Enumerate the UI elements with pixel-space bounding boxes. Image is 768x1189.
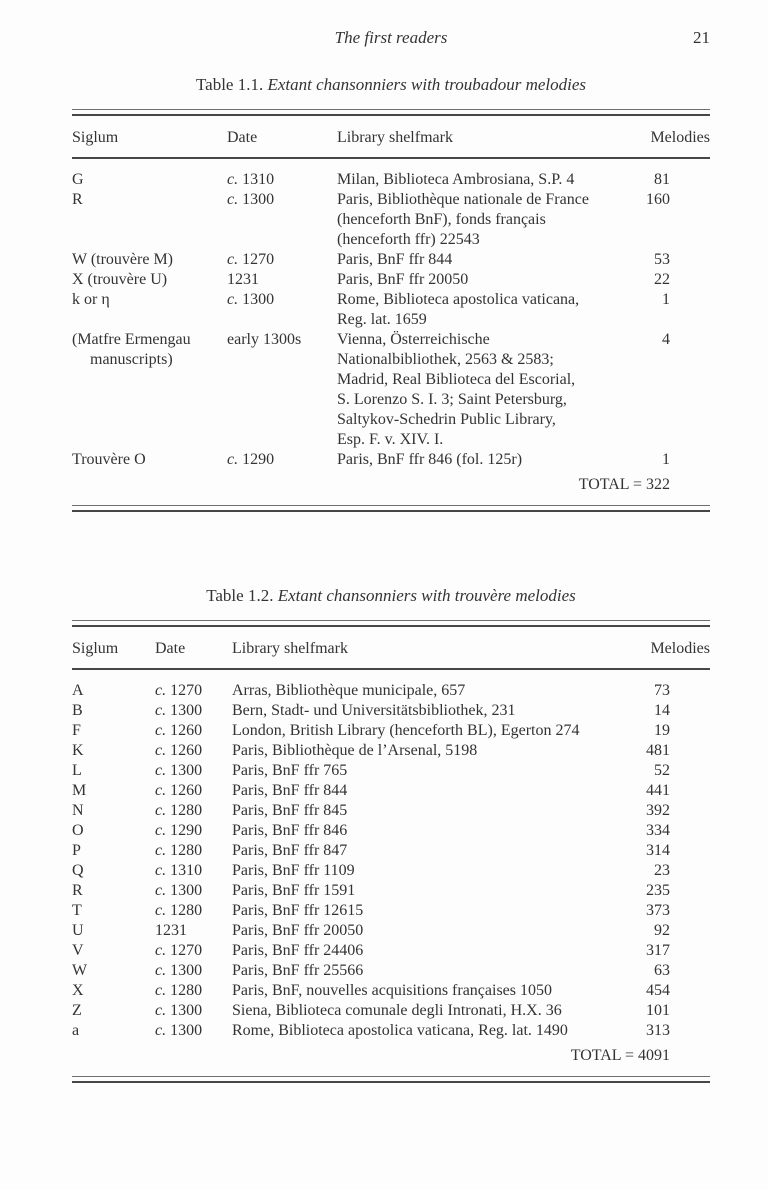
shelfmark-cell — [232, 821, 630, 841]
siglum-cell — [72, 1001, 155, 1021]
troubadour-melodies-table — [72, 116, 710, 470]
table-row — [72, 250, 710, 270]
shelfmark-line: Paris, BnF ffr 20050 — [232, 922, 364, 939]
table-row — [72, 761, 710, 781]
melodies-cell: 441 — [646, 782, 670, 799]
shelfmark-cell — [337, 158, 630, 190]
shelfmark-cell — [232, 901, 630, 921]
shelfmark-line: Paris, BnF ffr 846 — [232, 822, 348, 839]
melodies-cell: 1 — [662, 291, 670, 308]
melodies-cell: 317 — [646, 942, 670, 959]
shelfmark-line: (henceforth BnF), fonds français — [337, 211, 546, 228]
table-bottom-rule — [72, 1076, 710, 1083]
shelfmark-line: Esp. F. v. XIV. I. — [337, 431, 444, 448]
circa-abbreviation: c. — [155, 762, 167, 779]
shelfmark-line: Paris, BnF ffr 844 — [232, 782, 348, 799]
melodies-cell: 23 — [654, 862, 670, 879]
melodies-cell: 4 — [662, 331, 670, 348]
date-cell: c. 1300 — [227, 191, 275, 208]
siglum-cell — [72, 941, 155, 961]
page-number: 21 — [693, 28, 710, 47]
siglum-cell — [72, 841, 155, 861]
siglum-line: B — [72, 702, 83, 719]
shelfmark-line: Bern, Stadt- und Universitätsbibliothek, 231 — [232, 702, 516, 719]
siglum-cell — [72, 741, 155, 761]
melodies-cell: 454 — [646, 982, 670, 999]
column-header-date: Date — [227, 116, 337, 158]
table-row — [72, 841, 710, 861]
siglum-cell — [72, 701, 155, 721]
table-row — [72, 701, 710, 721]
date-cell: c. 1300 — [155, 962, 203, 979]
shelfmark-line: Paris, BnF ffr 20050 — [337, 271, 469, 288]
column-header-date: Date — [155, 627, 232, 669]
shelfmark-line: Paris, BnF ffr 12615 — [232, 902, 364, 919]
column-header-library-shelfmark: Library shelfmark — [337, 116, 630, 158]
circa-abbreviation: c. — [155, 842, 167, 859]
siglum-cell — [72, 761, 155, 781]
table-row — [72, 941, 710, 961]
siglum-cell — [72, 290, 227, 330]
siglum-line: U — [72, 922, 84, 939]
shelfmark-cell — [337, 330, 630, 450]
date-cell: c. 1260 — [155, 782, 203, 799]
siglum-cell — [72, 669, 155, 701]
table-row — [72, 781, 710, 801]
siglum-cell — [72, 158, 227, 190]
siglum-line: Trouvère O — [72, 451, 146, 468]
circa-abbreviation: c. — [155, 722, 167, 739]
melodies-cell: 19 — [654, 722, 670, 739]
trouvere-melodies-table — [72, 627, 710, 1041]
shelfmark-line: Paris, Bibliothèque de l’Arsenal, 5198 — [232, 742, 478, 759]
shelfmark-cell — [337, 290, 630, 330]
siglum-line: A — [72, 682, 84, 699]
shelfmark-cell — [337, 270, 630, 290]
siglum-line: Z — [72, 1002, 82, 1019]
siglum-line: a — [72, 1022, 80, 1039]
table-row — [72, 901, 710, 921]
shelfmark-line: Paris, BnF ffr 25566 — [232, 962, 364, 979]
siglum-cell — [72, 721, 155, 741]
shelfmark-line: Paris, BnF, nouvelles acquisitions françaises 1050 — [232, 982, 553, 999]
shelfmark-line: Rome, Biblioteca apostolica vaticana, — [337, 291, 580, 308]
circa-abbreviation: c. — [155, 882, 167, 899]
table-row — [72, 921, 710, 941]
melodies-cell: 73 — [654, 682, 670, 699]
circa-abbreviation: c. — [155, 742, 167, 759]
table-caption-label: Table 1.1. — [195, 75, 264, 94]
table-1-1-block — [72, 73, 710, 512]
table-row — [72, 881, 710, 901]
table-row — [72, 721, 710, 741]
melodies-cell: 314 — [646, 842, 670, 859]
table-row — [72, 290, 710, 330]
date-cell: c. 1280 — [155, 902, 203, 919]
column-header-siglum: Siglum — [72, 627, 155, 669]
melodies-cell: 313 — [646, 1022, 670, 1039]
date-cell: c. 1260 — [155, 722, 203, 739]
date-cell: c. 1270 — [155, 942, 203, 959]
shelfmark-line: Milan, Biblioteca Ambrosiana, S.P. 4 — [337, 171, 575, 188]
circa-abbreviation: c. — [227, 191, 239, 208]
shelfmark-line: (henceforth ffr) 22543 — [337, 231, 480, 248]
melodies-cell: 235 — [646, 882, 670, 899]
shelfmark-line: Paris, BnF ffr 24406 — [232, 942, 364, 959]
siglum-cell — [72, 250, 227, 270]
siglum-line: T — [72, 902, 82, 919]
table-row — [72, 1001, 710, 1021]
date-cell: c. 1300 — [155, 702, 203, 719]
column-header-library-shelfmark: Library shelfmark — [232, 627, 630, 669]
date-cell: c. 1300 — [227, 291, 275, 308]
siglum-line: O — [72, 822, 84, 839]
table-row — [72, 861, 710, 881]
circa-abbreviation: c. — [155, 702, 167, 719]
siglum-cell — [72, 961, 155, 981]
table-1-2-block — [72, 584, 710, 1083]
table-caption-title: Extant chansonniers with troubadour melodies — [267, 75, 587, 94]
circa-abbreviation: c. — [155, 802, 167, 819]
shelfmark-cell — [232, 861, 630, 881]
date-cell: c. 1290 — [155, 822, 203, 839]
table-row — [72, 190, 710, 250]
running-head — [72, 27, 710, 51]
siglum-line: manuscripts) — [90, 351, 173, 368]
circa-abbreviation: c. — [155, 1022, 167, 1039]
siglum-line: V — [72, 942, 84, 959]
date-cell: c. 1260 — [155, 742, 203, 759]
siglum-cell — [72, 881, 155, 901]
shelfmark-cell — [232, 961, 630, 981]
siglum-cell — [72, 1021, 155, 1041]
circa-abbreviation: c. — [155, 982, 167, 999]
circa-abbreviation: c. — [155, 782, 167, 799]
shelfmark-cell — [337, 190, 630, 250]
date-cell: c. 1300 — [155, 1002, 203, 1019]
shelfmark-cell — [337, 250, 630, 270]
melodies-cell: 63 — [654, 962, 670, 979]
date-cell: c. 1290 — [227, 451, 275, 468]
circa-abbreviation: c. — [227, 291, 239, 308]
melodies-cell: 392 — [646, 802, 670, 819]
table-caption-label: Table 1.2. — [206, 586, 274, 605]
melodies-cell: 334 — [646, 822, 670, 839]
melodies-cell: 1 — [662, 451, 670, 468]
siglum-cell — [72, 270, 227, 290]
table-row — [72, 669, 710, 701]
circa-abbreviation: c. — [227, 451, 239, 468]
column-header-melodies: Melodies — [630, 627, 710, 669]
date-cell: c. 1280 — [155, 802, 203, 819]
shelfmark-cell — [232, 701, 630, 721]
table-1-2-caption — [72, 584, 710, 608]
siglum-line: P — [72, 842, 81, 859]
table-caption-title: Extant chansonniers with trouvère melodies — [277, 586, 576, 605]
circa-abbreviation: c. — [227, 251, 239, 268]
table-row — [72, 1021, 710, 1041]
siglum-line: G — [72, 171, 84, 188]
date-cell: c. 1310 — [227, 171, 275, 188]
shelfmark-cell — [232, 669, 630, 701]
date-cell: c. 1280 — [155, 982, 203, 999]
shelfmark-cell — [232, 741, 630, 761]
siglum-line: Q — [72, 862, 84, 879]
melodies-cell: 373 — [646, 902, 670, 919]
siglum-line: K — [72, 742, 84, 759]
circa-abbreviation: c. — [155, 682, 167, 699]
melodies-cell: 22 — [654, 271, 670, 288]
shelfmark-line: Reg. lat. 1659 — [337, 311, 427, 328]
table-row — [72, 801, 710, 821]
table-row — [72, 821, 710, 841]
table-row — [72, 330, 710, 450]
siglum-line: F — [72, 722, 81, 739]
shelfmark-line: Paris, BnF ffr 1109 — [232, 862, 355, 879]
siglum-line: R — [72, 191, 83, 208]
circa-abbreviation: c. — [155, 1002, 167, 1019]
circa-abbreviation: c. — [155, 942, 167, 959]
date-cell: c. 1300 — [155, 882, 203, 899]
table-1-1-caption — [72, 73, 710, 97]
table-bottom-rule — [72, 505, 710, 512]
shelfmark-line: Saltykov-Schedrin Public Library, — [337, 411, 556, 428]
shelfmark-line: Arras, Bibliothèque municipale, 657 — [232, 682, 466, 699]
date-cell: c. 1300 — [155, 1022, 203, 1039]
shelfmark-line: Paris, BnF ffr 846 (fol. 125r) — [337, 451, 523, 468]
date-cell: c. 1280 — [155, 842, 203, 859]
table-row — [72, 450, 710, 470]
siglum-line: (Matfre Ermengau — [72, 331, 191, 348]
date-cell: c. 1310 — [155, 862, 203, 879]
shelfmark-cell — [232, 981, 630, 1001]
shelfmark-line: Paris, BnF ffr 847 — [232, 842, 348, 859]
table-row — [72, 981, 710, 1001]
date-cell: 1231 — [155, 922, 187, 939]
melodies-cell: 52 — [654, 762, 670, 779]
table-row — [72, 270, 710, 290]
shelfmark-cell — [232, 881, 630, 901]
shelfmark-cell — [232, 921, 630, 941]
circa-abbreviation: c. — [155, 902, 167, 919]
table-row — [72, 961, 710, 981]
table-top-rule — [72, 109, 710, 116]
siglum-line: X — [72, 982, 84, 999]
melodies-cell: 481 — [646, 742, 670, 759]
shelfmark-line: Nationalbibliothek, 2563 & 2583; — [337, 351, 554, 368]
shelfmark-line: London, British Library (henceforth BL), Egerton 274 — [232, 722, 580, 739]
melodies-cell: 101 — [646, 1002, 670, 1019]
siglum-line: W (trouvère M) — [72, 251, 173, 268]
siglum-line: X (trouvère U) — [72, 271, 168, 288]
date-cell: 1231 — [227, 271, 259, 288]
shelfmark-cell — [232, 941, 630, 961]
siglum-cell — [72, 330, 227, 450]
running-head-title: The first readers — [334, 28, 448, 47]
circa-abbreviation: c. — [227, 171, 239, 188]
siglum-cell — [72, 901, 155, 921]
shelfmark-line: Paris, Bibliothèque nationale de France — [337, 191, 589, 208]
shelfmark-cell — [337, 450, 630, 470]
shelfmark-line: Vienna, Österreichische — [337, 331, 490, 348]
siglum-cell — [72, 801, 155, 821]
shelfmark-line: Paris, BnF ffr 1591 — [232, 882, 356, 899]
siglum-cell — [72, 861, 155, 881]
siglum-line: k or η — [72, 291, 110, 308]
siglum-cell — [72, 781, 155, 801]
siglum-cell — [72, 450, 227, 470]
circa-abbreviation: c. — [155, 962, 167, 979]
melodies-cell: 53 — [654, 251, 670, 268]
shelfmark-cell — [232, 781, 630, 801]
melodies-cell: 92 — [654, 922, 670, 939]
table-total: TOTAL = 322 — [578, 476, 670, 493]
table-top-rule — [72, 620, 710, 627]
shelfmark-cell — [232, 841, 630, 861]
table-row — [72, 158, 710, 190]
siglum-line: L — [72, 762, 82, 779]
shelfmark-cell — [232, 1021, 630, 1041]
shelfmark-line: S. Lorenzo S. I. 3; Saint Petersburg, — [337, 391, 567, 408]
shelfmark-line: Paris, BnF ffr 844 — [337, 251, 453, 268]
shelfmark-cell — [232, 761, 630, 781]
shelfmark-cell — [232, 1001, 630, 1021]
shelfmark-line: Madrid, Real Biblioteca del Escorial, — [337, 371, 576, 388]
column-header-melodies: Melodies — [630, 116, 710, 158]
shelfmark-line: Rome, Biblioteca apostolica vaticana, Reg. lat. 1490 — [232, 1022, 568, 1039]
siglum-cell — [72, 190, 227, 250]
siglum-line: W — [72, 962, 88, 979]
melodies-cell: 81 — [654, 171, 670, 188]
shelfmark-line: Siena, Biblioteca comunale degli Intronati, H.X. 36 — [232, 1002, 562, 1019]
siglum-line: R — [72, 882, 83, 899]
date-cell: c. 1300 — [155, 762, 203, 779]
siglum-cell — [72, 981, 155, 1001]
circa-abbreviation: c. — [155, 862, 167, 879]
shelfmark-line: Paris, BnF ffr 845 — [232, 802, 348, 819]
date-cell: c. 1270 — [227, 251, 275, 268]
melodies-cell: 160 — [646, 191, 670, 208]
siglum-cell — [72, 921, 155, 941]
siglum-cell — [72, 821, 155, 841]
table-row — [72, 741, 710, 761]
table-total: TOTAL = 4091 — [570, 1047, 670, 1064]
siglum-line: M — [72, 782, 87, 799]
shelfmark-line: Paris, BnF ffr 765 — [232, 762, 348, 779]
siglum-line: N — [72, 802, 84, 819]
date-cell: early 1300s — [227, 331, 302, 348]
shelfmark-cell — [232, 801, 630, 821]
shelfmark-cell — [232, 721, 630, 741]
column-header-siglum: Siglum — [72, 116, 227, 158]
header-row — [72, 116, 710, 158]
header-row — [72, 627, 710, 669]
date-cell: c. 1270 — [155, 682, 203, 699]
melodies-cell: 14 — [654, 702, 670, 719]
circa-abbreviation: c. — [155, 822, 167, 839]
